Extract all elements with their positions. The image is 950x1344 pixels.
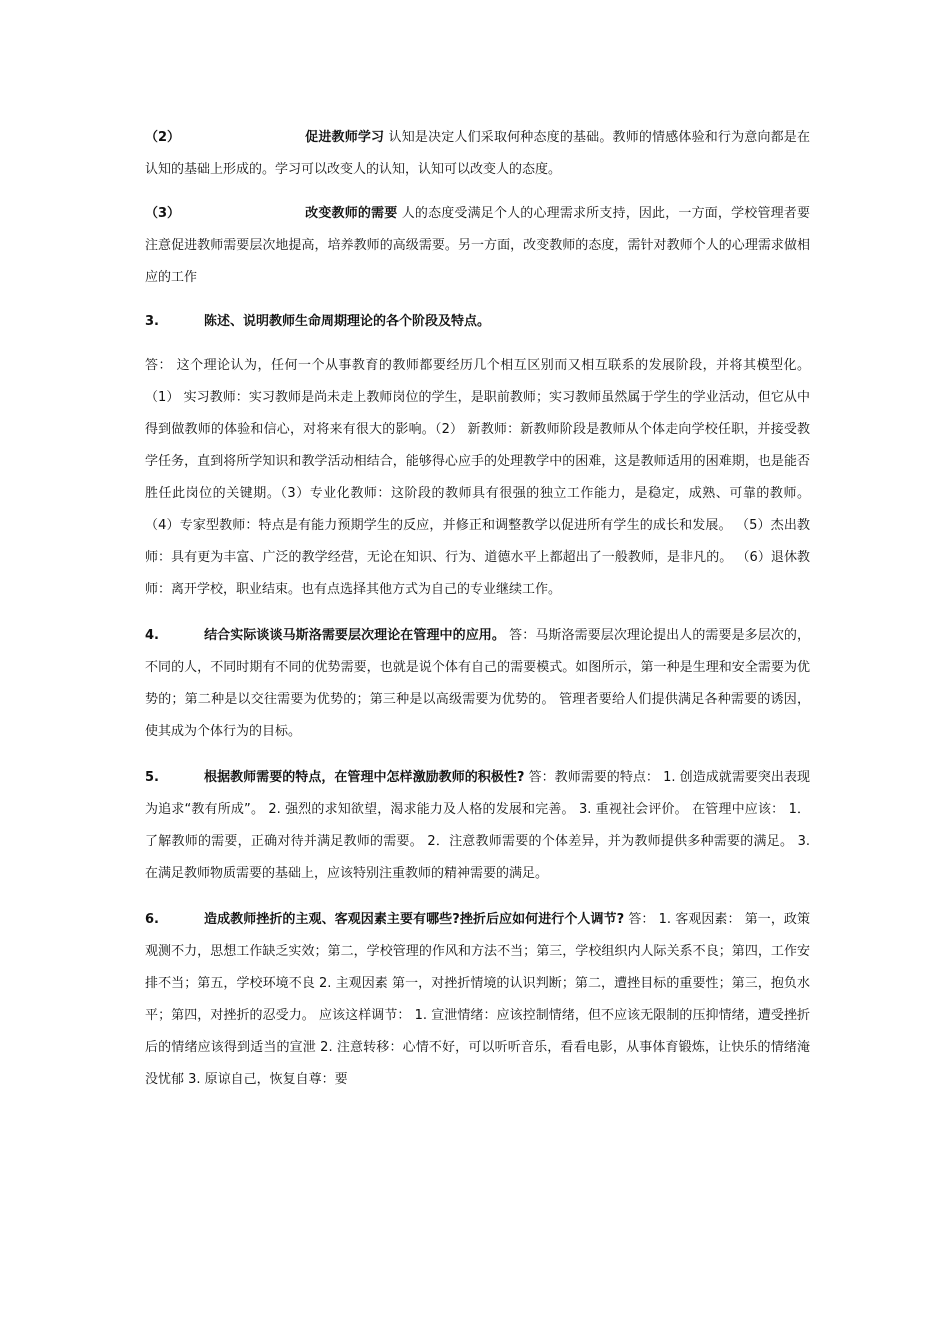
answer-body: 答：马斯洛需要层次理论提出人的需要是多层次的，不同的人，不同时期有不同的优势需要，也就是说个体有自己的需要模式。如图所示，第一种是生理和安全需要为优势的；第二种是以交往需要为优势的；第三种是以高级需要为优势的。 管理者要给人们提供满足各种需要的诱因，使其成为个体行为的目标。 xyxy=(145,628,810,739)
item-number: （3） xyxy=(145,206,181,221)
item-heading: 改变教师的需要 xyxy=(305,206,398,221)
item-heading: 促进教师学习 xyxy=(305,130,385,145)
question-heading: 造成教师挫折的主观、客观因素主要有哪些?挫折后应如何进行个人调节? xyxy=(204,912,625,927)
document-page xyxy=(145,122,810,1096)
answer-body: 答： 这个理论认为，任何一个从事教育的教师都要经历几个相互区别而又相互联系的发展阶段，并将其模型化。（1） 实习教师：实习教师是尚未走上教师岗位的学生，是职前教师；实习教师虽然属于学生的学业活动，但它从中得到做教师的体验和信心，对将来有很大的影响。（2） 新教师：新教师阶段是教师从个体走向学校任职，并接受教学任务，直到将所学知识和教学活动相结合，能够得心应手的处理教学中的困难，这是教师适用的困难期，也是能否胜任此岗位的关键期。（3）专业化教师：这阶段的教师具有很强的独立工作能力，是稳定，成熟、可靠的教师。 （4）专家型教师：特点是有能力预期学生的反应，并修正和调整教学以促进所有学生的成长和发展。 （5）杰出教师：具有更为丰富、广泛的教学经营，无论在知识、行为、道德水平上都超出了一般教师，是非凡的。 （6）退休教师：离开学校，职业结束。也有点选择其他方式为自己的专业继续工作。 xyxy=(145,358,810,597)
question-5-paragraph xyxy=(145,762,810,890)
question-heading: 根据教师需要的特点，在管理中怎样激励教师的积极性? xyxy=(204,770,525,785)
item-2-paragraph xyxy=(145,122,810,186)
item-3-paragraph xyxy=(145,198,810,294)
answer-body: 答：教师需要的特点： 1. 创造成就需要突出表现为追求“教有所成”。 2. 强烈的求知欲望，渴求能力及人格的发展和完善。 3. 重视社会评价。 在管理中应该： 1．了解教师的需要，正确对待并满足教师的需要。 2．注意教师需要的个体差异，并为教师提供多种需要的满足。 3. 在满足教师物质需要的基础上，应该特别注重教师的精神需要的满足。 xyxy=(145,770,810,881)
question-number: 4. xyxy=(145,628,159,643)
question-4-paragraph xyxy=(145,620,810,748)
question-3-answer xyxy=(145,350,810,606)
question-number: 3. xyxy=(145,314,159,329)
question-heading: 陈述、说明教师生命周期理论的各个阶段及特点。 xyxy=(204,314,491,329)
item-number: （2） xyxy=(145,130,181,145)
item-body: 认知是决定人们采取何种态度的基础。教师的情感体验和行为意向都是在认知的基础上形成的。学习可以改变人的认知，认知可以改变人的态度。 xyxy=(145,130,810,177)
item-body: 人的态度受满足个人的心理需求所支持，因此，一方面，学校管理者要注意促进教师需要层次地提高，培养教师的高级需要。另一方面，改变教师的态度，需针对教师个人的心理需求做相应的工作 xyxy=(145,206,810,285)
question-heading: 结合实际谈谈马斯洛需要层次理论在管理中的应用。 xyxy=(204,628,505,643)
question-number: 5. xyxy=(145,770,159,785)
question-number: 6. xyxy=(145,912,159,927)
answer-body: 答： 1. 客观因素： 第一，政策观测不力，思想工作缺乏实效；第二，学校管理的作风和方法不当；第三，学校组织内人际关系不良；第四，工作安排不当；第五，学校环境不良 2. 主观因素 第一，对挫折情境的认识判断；第二，遭挫目标的重要性；第三，抱负水平；第四，对挫折的忍受力。 应该这样调节： 1. 宣泄情绪：应该控制情绪，但不应该无限制的压抑情绪，遭受挫折后的情绪应该得到适当的宣泄 2. 注意转移：心情不好，可以听听音乐，看看电影，从事体育锻炼，让快乐的情绪淹没忧郁 3. 原谅自己，恢复自尊：要 xyxy=(145,912,810,1087)
question-6-paragraph xyxy=(145,904,810,1096)
question-3-heading xyxy=(145,306,810,338)
